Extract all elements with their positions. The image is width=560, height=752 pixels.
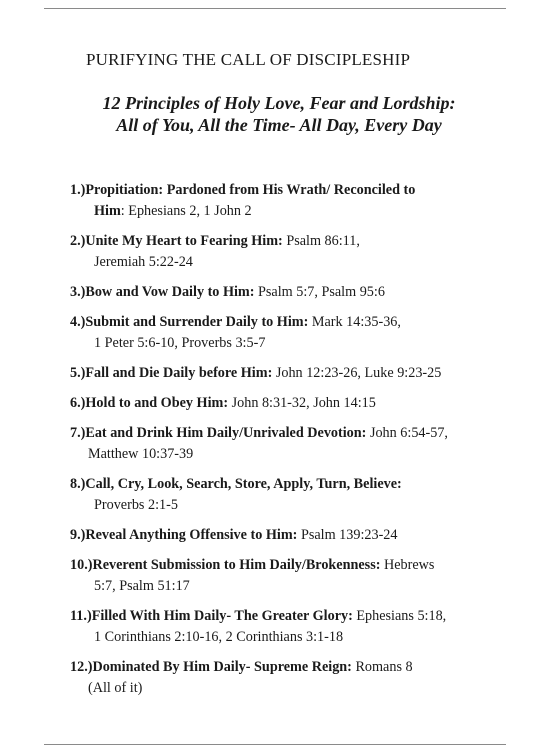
item-references: John 8:31-32, John 14:15 [228,395,376,411]
item-number: 9.) [70,527,86,543]
item-references: John 12:23-26, Luke 9:23-25 [272,365,442,381]
item-references-continued: 1 Corinthians 2:10-16, 2 Corinthians 3:1-18 [94,629,344,645]
item-heading: Filled With Him Daily- The Greater Glory: [91,608,353,624]
item-heading: Eat and Drink Him Daily/Unrivaled Devotion: [85,425,367,441]
list-item [70,474,530,516]
subtitle [66,92,492,136]
item-heading: Fall and Die Daily before Him: [85,365,273,381]
item-number: 4.) [70,314,86,330]
list-item [70,393,530,414]
item-references-continued: (All of it) [88,680,143,696]
item-number: 2.) [70,233,86,249]
list-item [70,525,530,546]
subtitle-line-2: All of You, All the Time- All Day, Every Day [116,115,442,135]
item-heading: Reveal Anything Offensive to Him: [85,527,298,543]
item-number: 6.) [70,395,86,411]
item-references: Psalm 139:23-24 [297,527,398,543]
item-references: Mark 14:35-36, [308,314,401,330]
item-heading: Unite My Heart to Fearing Him: [85,233,283,249]
list-item [70,423,530,465]
item-references: : Ephesians 2, 1 John 2 [120,203,252,219]
list-item [70,312,530,354]
item-heading: Dominated By Him Daily- Supreme Reign: [92,659,352,675]
item-number: 5.) [70,365,86,381]
item-heading: Hold to and Obey Him: [85,395,229,411]
item-number: 10.) [70,557,93,573]
item-heading-continued: Him [94,203,121,219]
subtitle-line-1: 12 Principles of Holy Love, Fear and Lordship: [102,93,456,113]
item-references: John 6:54-57, [366,425,448,441]
list-item [70,606,530,648]
item-references: Hebrews [380,557,435,573]
list-item [70,363,530,384]
item-number: 3.) [70,284,86,300]
item-references: Ephesians 5:18, [352,608,447,624]
list-item [70,282,530,303]
item-references-continued: Proverbs 2:1-5 [94,497,178,513]
item-heading: Submit and Surrender Daily to Him: [85,314,309,330]
principles-list [70,180,530,708]
item-heading: Call, Cry, Look, Search, Store, Apply, Turn, Believe: [85,476,402,492]
item-number: 1.) [70,182,86,198]
list-item [70,180,530,222]
top-divider [44,8,506,9]
item-heading: Bow and Vow Daily to Him: [85,284,255,300]
list-item [70,657,530,699]
item-heading: Reverent Submission to Him Daily/Brokenness: [92,557,381,573]
list-item [70,231,530,273]
item-references-continued: Jeremiah 5:22-24 [94,254,193,270]
item-number: 11.) [70,608,92,624]
item-number: 7.) [70,425,86,441]
item-number: 8.) [70,476,86,492]
item-references: Psalm 5:7, Psalm 95:6 [254,284,385,300]
item-number: 12.) [70,659,93,675]
item-references: Romans 8 [351,659,413,675]
item-references-continued: 1 Peter 5:6-10, Proverbs 3:5-7 [94,335,266,351]
page-title: PURIFYING THE CALL OF DISCIPLESHIP [86,50,411,69]
list-item [70,555,530,597]
item-heading: Propitiation: Pardoned from His Wrath/ Reconciled to [85,182,416,198]
bottom-divider [44,744,506,745]
item-references: Psalm 86:11, [282,233,360,249]
item-references-continued: Matthew 10:37-39 [88,446,194,462]
item-references-continued: 5:7, Psalm 51:17 [94,578,190,594]
